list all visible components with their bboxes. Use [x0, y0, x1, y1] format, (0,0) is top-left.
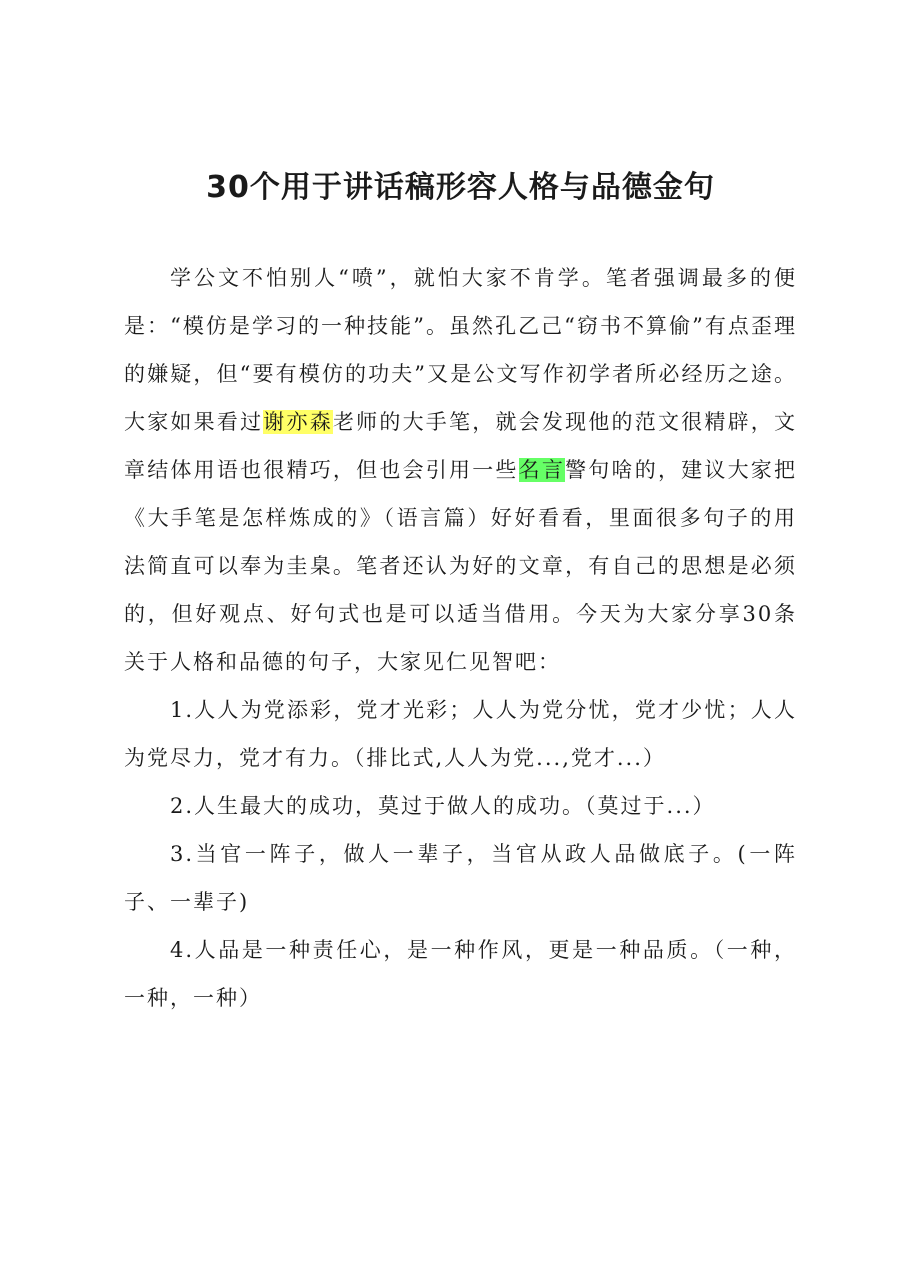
list-item: 1.人人为党添彩，党才光彩；人人为党分忧，党才少忧；人人为党尽力，党才有力。（排比式,人人为党...,党才...）	[124, 698, 797, 770]
highlight-name: 谢亦森	[263, 410, 333, 434]
intro-text-part1: 学公文不怕别人“喷”，就怕大家不肯学。笔者强调最多的便是：“模仿是学习的一种技能”。虽然孔乙己“窃书不算偷”有点歪理的嫌疑，但“要有模仿的功夫”又是公文写作初学者所必经历之途。大家如果看过	[124, 266, 797, 434]
list-item: 4.人品是一种责任心，是一种作风，更是一种品质。（一种，一种，一种）	[124, 938, 797, 1010]
highlight-quote: 名言	[518, 458, 566, 482]
document-title: 30个用于讲话稿形容人格与品德金句	[206, 170, 715, 205]
intro-paragraph	[124, 254, 797, 686]
intro-text-part2: 老师的大手笔，就会发现他的范文很精辟，文章结体用语也很精巧，但也会引用一些	[124, 410, 798, 482]
list-item: 3.当官一阵子，做人一辈子，当官从政人品做底子。(一阵子、一辈子)	[124, 842, 797, 914]
intro-text-part3: 警句啥的，建议大家把《大手笔是怎样炼成的》（语言篇）好好看看，里面很多句子的用法简直可以奉为圭臬。笔者还认为好的文章，有自己的思想是必须的，但好观点、好句式也是可以适当借用。今天为大家分享30条关于人格和品德的句子，大家见仁见智吧：	[124, 458, 798, 674]
list-item: 2.人生最大的成功，莫过于做人的成功。（莫过于...）	[170, 794, 716, 818]
